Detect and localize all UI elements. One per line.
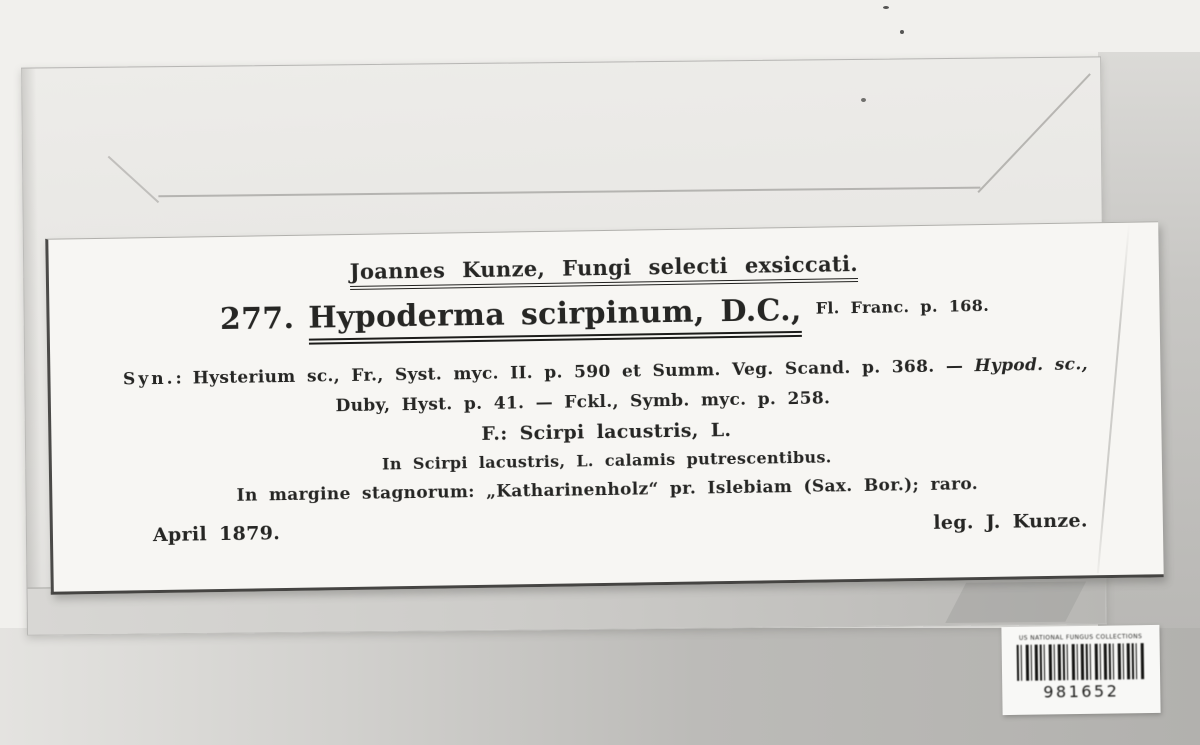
barcode-sticker xyxy=(1001,625,1160,715)
synonymy-line-1-text: Hysterium sc., Fr., Syst. myc. II. p. 590 et Summ. Veg. Scand. p. 368. — xyxy=(192,356,964,389)
synonymy-prefix: Syn.: xyxy=(122,368,185,390)
dust-speck xyxy=(900,30,904,34)
label-footer xyxy=(53,508,1163,547)
collection-date: April 1879. xyxy=(152,522,281,547)
barcode-number: 981652 xyxy=(1043,681,1120,702)
series-title-text: Joannes Kunze, Fungi selecti exsiccati. xyxy=(349,251,858,290)
specimen-label xyxy=(45,221,1163,594)
synonymy-line-2: Duby, Hyst. p. 41. — Fckl., Symb. myc. p. 258. xyxy=(335,388,831,417)
specimen-number: 277. xyxy=(219,300,295,338)
envelope-fold-shadow xyxy=(945,582,1086,623)
envelope-flap-crease-right xyxy=(977,73,1090,193)
substrate-note: In Scirpi lacustris, L. calamis putrescentibus. xyxy=(381,447,832,474)
series-title xyxy=(49,246,1159,288)
species-line xyxy=(49,287,1159,339)
locality-note: In margine stagnorum: „Katharinenholz“ pr. Islebiam (Sax. Bor.); raro. xyxy=(236,474,979,506)
species-name: Hypoderma scirpinum, D.C., xyxy=(308,293,802,345)
dust-speck xyxy=(883,6,889,9)
synonymy-line-1-italic: Hypod. sc., xyxy=(974,354,1088,377)
envelope-flap-fold-line xyxy=(158,187,980,198)
envelope-flap-crease-left xyxy=(108,156,160,203)
species-reference: Fl. Franc. p. 168. xyxy=(815,295,990,318)
envelope-left-shading xyxy=(22,69,42,635)
collector-credit: leg. J. Kunze. xyxy=(933,509,1088,534)
barcode-icon xyxy=(1017,643,1145,681)
host-designation: F.: Scirpi lacustris, L. xyxy=(481,419,732,445)
specimen-label-text xyxy=(48,222,1163,591)
barcode-caption: US NATIONAL FUNGUS COLLECTIONS xyxy=(1018,633,1143,642)
dust-speck xyxy=(861,98,866,102)
